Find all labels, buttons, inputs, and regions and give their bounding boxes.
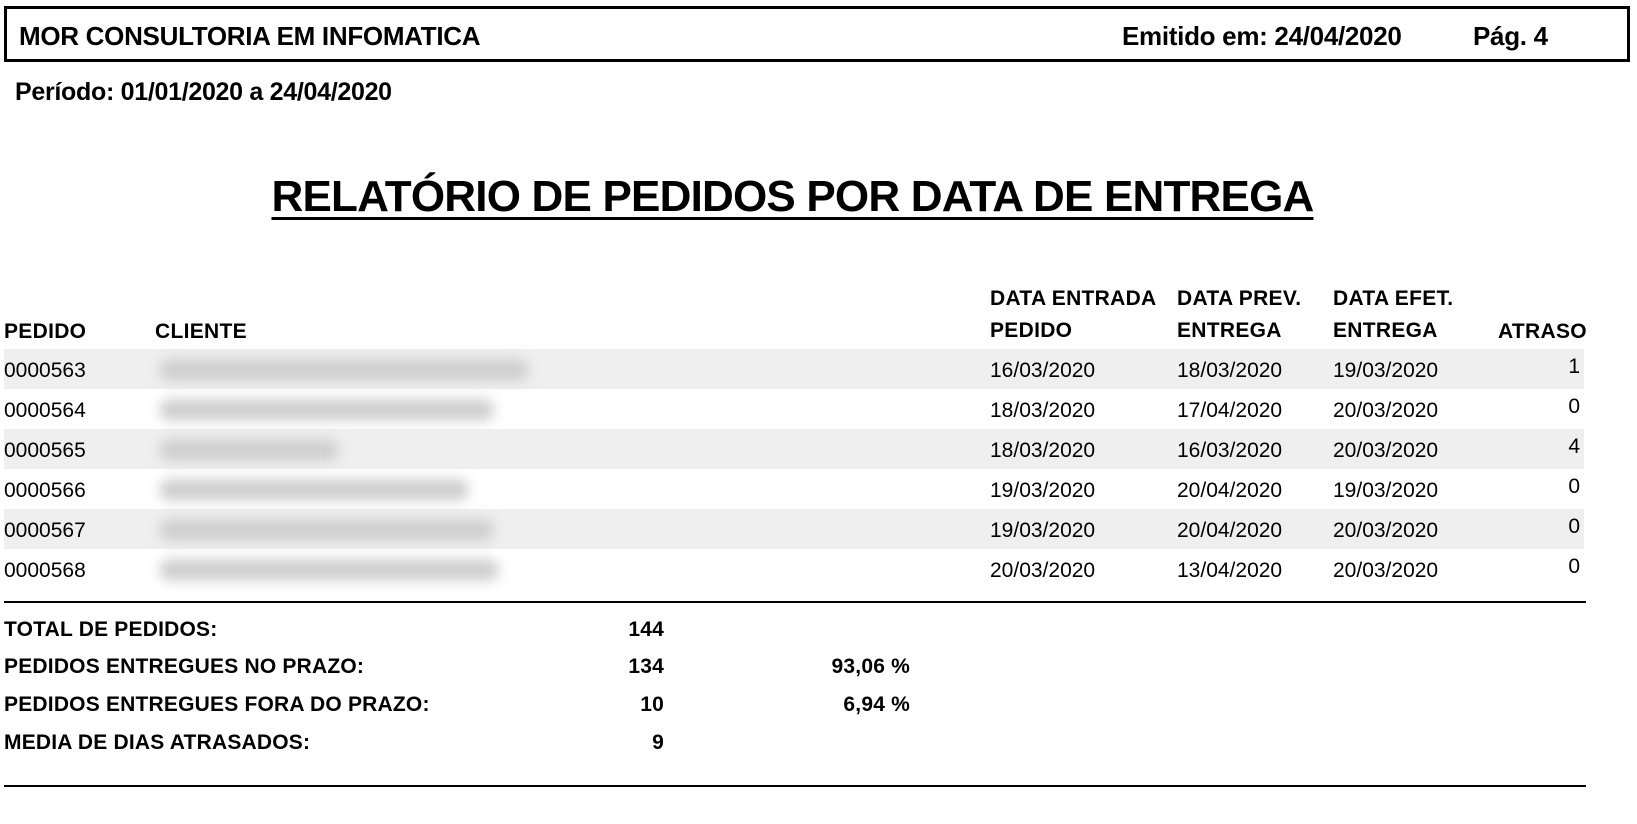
cell-data-prev: 13/04/2020 [1177,559,1283,582]
cell-atraso: 0 [1568,515,1580,538]
cell-data-efet: 19/03/2020 [1333,479,1439,502]
cell-data-entrada: 16/03/2020 [990,359,1096,382]
redacted-client-name [159,359,529,381]
report-period: Período: 01/01/2020 a 24/04/2020 [15,78,392,106]
cell-pedido: 0000565 [4,439,86,462]
col-header-data-entrada-line1: DATA ENTRADA [990,287,1157,310]
redacted-client-name [159,519,494,541]
fora-prazo-value: 10 [640,693,664,716]
table-row [4,429,1584,469]
col-header-data-entrada-line2: PEDIDO [990,319,1073,342]
fora-prazo-percent: 6,94 % [843,693,910,716]
cell-data-efet: 19/03/2020 [1333,359,1439,382]
redacted-client-name [159,479,469,501]
redacted-client-name [159,399,494,421]
cell-data-prev: 17/04/2020 [1177,399,1283,422]
table-row [4,549,1584,589]
cell-data-prev: 20/04/2020 [1177,519,1283,542]
cell-data-entrada: 19/03/2020 [990,519,1096,542]
cell-atraso: 1 [1568,355,1580,378]
col-header-data-prev-line1: DATA PREV. [1177,287,1302,310]
cell-data-efet: 20/03/2020 [1333,439,1439,462]
cell-data-prev: 18/03/2020 [1177,359,1283,382]
no-prazo-percent: 93,06 % [831,655,910,678]
cell-atraso: 4 [1568,435,1580,458]
company-name: MOR CONSULTORIA EM INFOMATICA [19,21,481,51]
cell-pedido: 0000563 [4,359,86,382]
col-header-data-efet-line1: DATA EFET. [1333,287,1454,310]
cell-data-efet: 20/03/2020 [1333,399,1439,422]
cell-pedido: 0000567 [4,519,86,542]
cell-data-entrada: 19/03/2020 [990,479,1096,502]
total-pedidos-label: TOTAL DE PEDIDOS: [4,618,218,641]
cell-pedido: 0000566 [4,479,86,502]
report-header [4,6,1630,62]
cell-data-prev: 16/03/2020 [1177,439,1283,462]
fora-prazo-label: PEDIDOS ENTREGUES FORA DO PRAZO: [4,693,430,716]
cell-pedido: 0000568 [4,559,86,582]
cell-data-entrada: 20/03/2020 [990,559,1096,582]
col-header-data-prev-line2: ENTREGA [1177,319,1282,342]
table-row [4,509,1584,549]
media-atraso-label: MEDIA DE DIAS ATRASADOS: [4,731,311,754]
totals-divider-top [4,601,1586,603]
totals-divider-bottom [4,785,1586,787]
col-header-data-entrada [990,283,1157,347]
col-header-atraso: ATRASO [1498,320,1587,343]
cell-data-efet: 20/03/2020 [1333,559,1439,582]
col-header-data-efet-line2: ENTREGA [1333,319,1438,342]
cell-data-prev: 20/04/2020 [1177,479,1283,502]
cell-data-entrada: 18/03/2020 [990,399,1096,422]
cell-pedido: 0000564 [4,399,86,422]
col-header-cliente: CLIENTE [155,320,247,343]
redacted-client-name [159,439,339,461]
report-title [0,172,1585,222]
total-pedidos-value: 144 [628,618,664,641]
table-row [4,389,1584,429]
report-title-text: RELATÓRIO DE PEDIDOS POR DATA DE ENTREGA [271,172,1314,221]
cell-atraso: 0 [1568,475,1580,498]
cell-data-efet: 20/03/2020 [1333,519,1439,542]
table-row [4,469,1584,509]
cell-atraso: 0 [1568,555,1580,578]
issue-date: Emitido em: 24/04/2020 [1122,21,1402,51]
media-atraso-value: 9 [652,731,664,754]
redacted-client-name [159,559,499,581]
cell-atraso: 0 [1568,395,1580,418]
cell-data-entrada: 18/03/2020 [990,439,1096,462]
no-prazo-label: PEDIDOS ENTREGUES NO PRAZO: [4,655,365,678]
col-header-pedido: PEDIDO [4,320,87,343]
col-header-data-prev [1177,283,1301,347]
no-prazo-value: 134 [628,655,664,678]
col-header-data-efet [1333,283,1453,347]
page-number: Pág. 4 [1473,21,1548,51]
table-row [4,349,1584,389]
